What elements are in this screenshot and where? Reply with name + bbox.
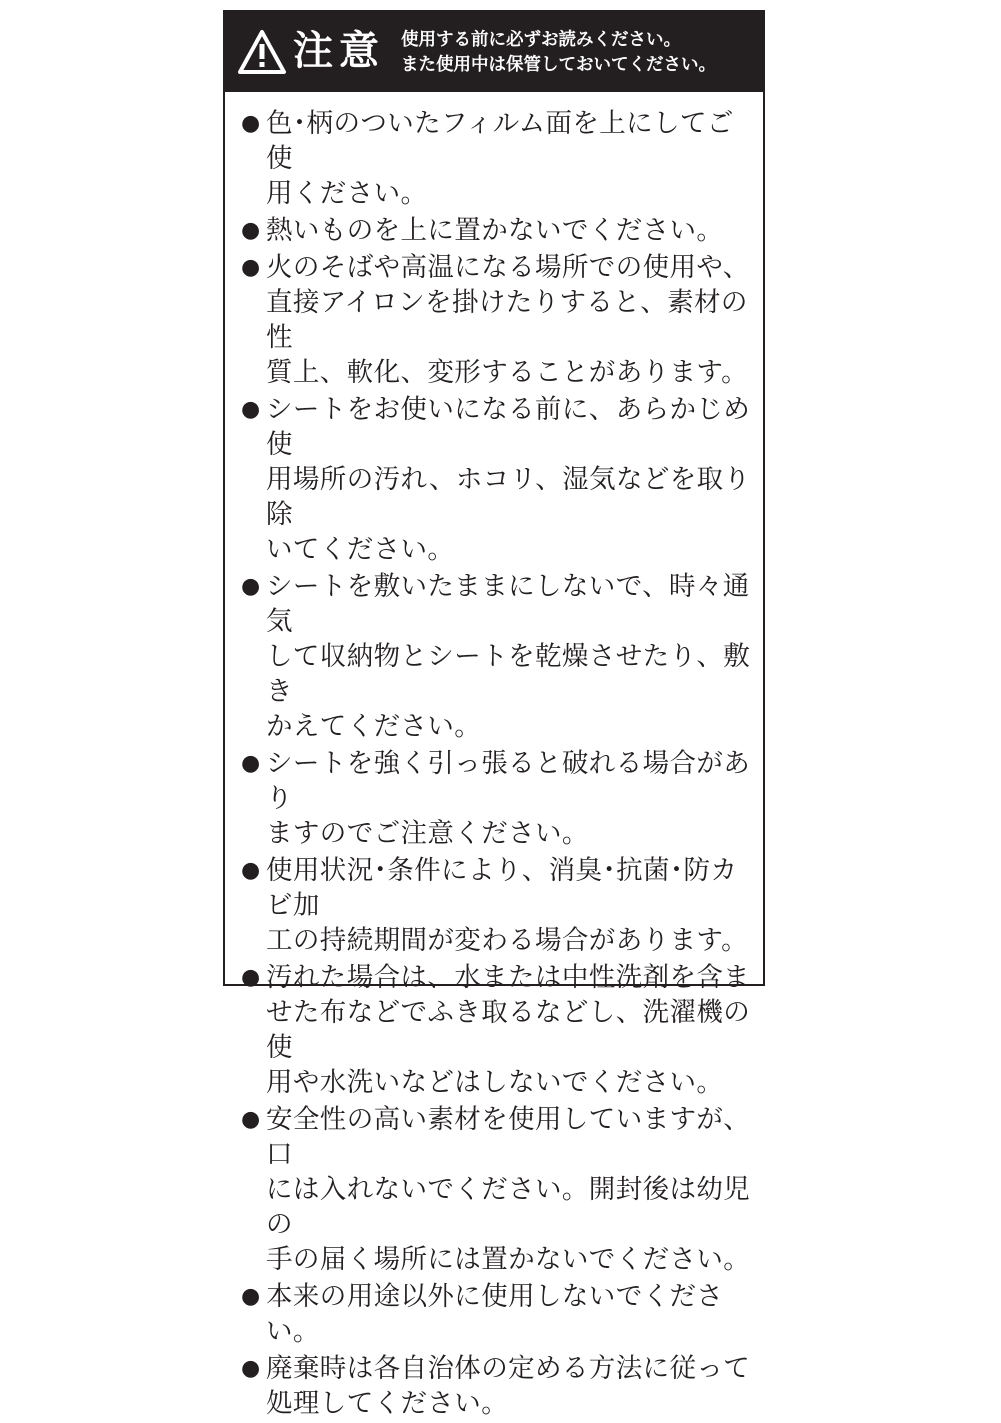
caution-subtitle-line-1: 使用する前に必ずお読みください。 <box>401 30 681 50</box>
bullet-icon: ● <box>241 574 261 599</box>
caution-note <box>241 1279 751 1349</box>
caution-note-text: シートを敷いたままにしないで、時々通気 して収納物とシートを乾燥させたり、敷き かえてください。 <box>266 571 751 742</box>
caution-note-text: 安全性の高い素材を使用していますが、口 には入れないでください。開封後は幼児の 手の届く場所には置かないでください。 <box>266 1104 751 1275</box>
bullet-icon: ● <box>241 1356 261 1381</box>
caution-notes-list <box>241 106 751 1423</box>
warning-triangle-icon <box>237 29 287 75</box>
caution-label <box>223 10 765 1419</box>
caution-note <box>241 746 751 851</box>
caution-note <box>241 569 751 744</box>
caution-note <box>241 213 751 248</box>
caution-note <box>241 853 751 958</box>
caution-subtitle-line-2: また使用中は保管しておいてください。 <box>401 55 716 75</box>
caution-header <box>225 12 763 92</box>
caution-note <box>241 1102 751 1277</box>
caution-note <box>241 1351 751 1421</box>
caution-note <box>241 106 751 211</box>
caution-note <box>241 960 751 1100</box>
caution-note-text: 廃棄時は各自治体の定める方法に従って 処理してください。 <box>266 1353 751 1419</box>
caution-note-text: シートをお使いになる前に、あらかじめ使 用場所の汚れ、ホコリ、湿気などを取り除 いてください。 <box>266 394 751 565</box>
caution-note <box>241 250 751 390</box>
caution-note-text: シートを強く引っ張ると破れる場合があり ますのでご注意ください。 <box>266 748 751 849</box>
bullet-icon: ● <box>241 965 261 990</box>
caution-note-text: 色･柄のついたフィルム面を上にしてご使 用ください。 <box>266 108 734 209</box>
caution-note-text: 熱いものを上に置かないでください。 <box>266 215 724 246</box>
caution-note-text: 火のそばや高温になる場所での使用や、 直接アイロンを掛けたりすると、素材の性 質上、軟化、変形することがあります。 <box>266 252 750 388</box>
caution-note-text: 本来の用途以外に使用しないでください。 <box>266 1281 724 1347</box>
caution-note <box>241 392 751 567</box>
bullet-icon: ● <box>241 218 261 243</box>
bullet-icon: ● <box>241 751 261 776</box>
bullet-icon: ● <box>241 397 261 422</box>
caution-title: 注意 <box>293 28 385 74</box>
bullet-icon: ● <box>241 111 261 136</box>
bullet-icon: ● <box>241 858 261 883</box>
bullet-icon: ● <box>241 1284 261 1309</box>
bullet-icon: ● <box>241 1107 261 1132</box>
caution-note-text: 使用状況･条件により、消臭･抗菌･防カビ加 工の持続期間が変わる場合があります。 <box>266 855 749 956</box>
caution-note-text: 汚れた場合は、水または中性洗剤を含ま せた布などでふき取るなどし、洗濯機の使 用や水洗いなどはしないでください。 <box>266 962 751 1098</box>
bullet-icon: ● <box>241 255 261 280</box>
caution-subtitle <box>401 28 716 78</box>
